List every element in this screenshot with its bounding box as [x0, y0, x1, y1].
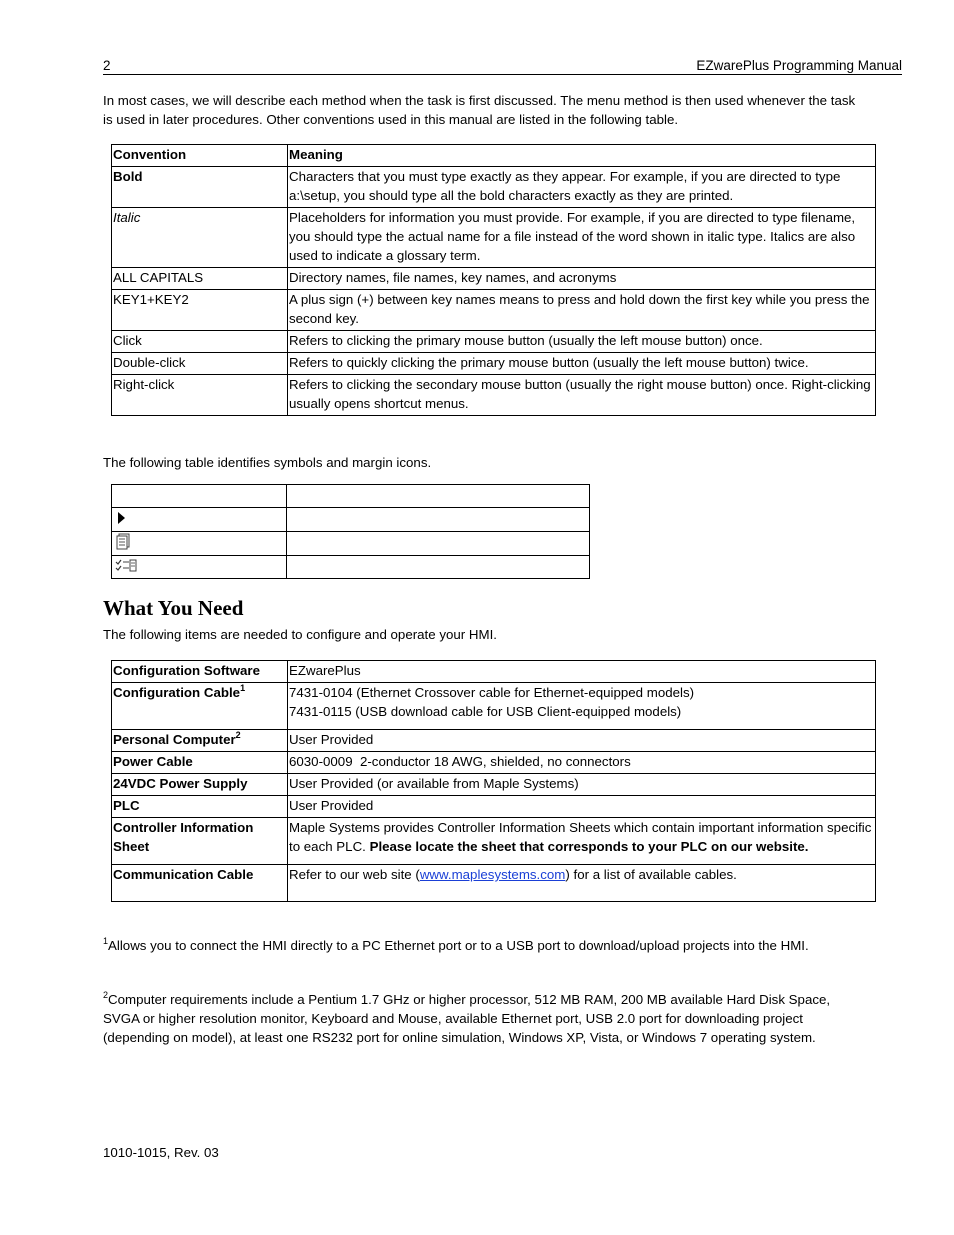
footnote-text: Allows you to connect the HMI directly to a PC Ethernet port or to a USB port to download/upload projects into the HMI.: [108, 938, 809, 953]
intro-paragraph: In most cases, we will describe each method when the task is first discussed. The menu method is then used whenever the task is used in later procedures. Other conventions used in this manual are listed in the following table.: [103, 93, 856, 127]
item-cell: Power Cable: [112, 752, 288, 774]
checklist-icon: [115, 557, 137, 573]
description-cell: [287, 485, 590, 508]
convention-cell: ALL CAPITALS: [112, 268, 288, 290]
item-label: Configuration Cable: [113, 685, 241, 700]
convention-cell: Click: [112, 331, 288, 353]
symbols-intro: The following table identifies symbols and margin icons.: [103, 455, 432, 470]
header-rule: [103, 74, 902, 75]
requirements-table: [111, 660, 876, 902]
document-number: 1010-1015, Rev. 03: [103, 1145, 219, 1160]
table-row: [112, 865, 876, 902]
item-cell: [112, 730, 288, 752]
table-row: [112, 508, 590, 532]
table-row: [112, 353, 876, 375]
description-cell: [287, 556, 590, 579]
convention-cell: Italic: [112, 208, 288, 268]
meaning-cell: A plus sign (+) between key names means to press and hold down the first key while you press the second key.: [288, 290, 876, 331]
manual-title: EZwarePlus Programming Manual: [696, 58, 902, 73]
table-row: [112, 683, 876, 730]
value-cell: EZwarePlus: [288, 661, 876, 683]
table-row: [112, 818, 876, 865]
footnote-mark: 1: [103, 936, 109, 946]
section-title: What You Need: [103, 596, 244, 620]
footnote-1: [103, 936, 843, 955]
value-text: Refer to our web site (: [289, 867, 420, 882]
table-row: [112, 730, 876, 752]
description-cell: [287, 532, 590, 556]
table-row: [112, 290, 876, 331]
symbols-table: [111, 484, 590, 579]
symbol-cell: [112, 485, 287, 508]
table-row: [112, 208, 876, 268]
value-text: Maple Systems provides Controller Information Sheets which contain important information specific to each PLC.: [289, 820, 872, 854]
table-row: [112, 375, 876, 416]
value-cell: [288, 683, 876, 730]
table-row: [112, 556, 590, 579]
convention-cell: KEY1+KEY2: [112, 290, 288, 331]
footnote-ref: 1: [240, 683, 246, 693]
convention-cell: Right-click: [112, 375, 288, 416]
table-row: [112, 485, 590, 508]
item-cell: [112, 683, 288, 730]
footnote-2: [103, 990, 838, 1047]
triangle-right-icon: [115, 510, 127, 526]
description-cell: [287, 508, 590, 532]
section-intro: The following items are needed to configure and operate your HMI.: [103, 627, 497, 642]
conventions-header-row: [112, 145, 876, 167]
table-row: [112, 532, 590, 556]
notepad-icon: [115, 533, 131, 550]
column-header-meaning: Meaning: [288, 145, 876, 167]
table-row: [112, 796, 876, 818]
value-cell: [288, 818, 876, 865]
footnote-mark: 2: [103, 990, 109, 1000]
item-cell: 24VDC Power Supply: [112, 774, 288, 796]
value-cell: [288, 865, 876, 902]
value-cell: 6030-0009 2-conductor 18 AWG, shielded, no connectors: [288, 752, 876, 774]
column-header-convention: Convention: [112, 145, 288, 167]
item-cell: Controller Information Sheet: [112, 818, 288, 865]
value-text: ) for a list of available cables.: [565, 867, 737, 882]
meaning-cell: Refers to quickly clicking the primary mouse button (usually the left mouse button) twice.: [288, 353, 876, 375]
symbol-cell: [112, 532, 287, 556]
item-cell: Communication Cable: [112, 865, 288, 902]
convention-cell: Double-click: [112, 353, 288, 375]
meaning-cell: Directory names, file names, key names, and acronyms: [288, 268, 876, 290]
table-row: [112, 661, 876, 683]
meaning-cell: Refers to clicking the secondary mouse button (usually the right mouse button) once. Right-clicking usually opens shortcut menus.: [288, 375, 876, 416]
footnote-ref: 2: [235, 730, 241, 740]
value-line: 7431-0104 (Ethernet Crossover cable for Ethernet-equipped models): [289, 685, 695, 700]
value-line: 7431-0115 (USB download cable for USB Client-equipped models): [289, 704, 682, 719]
table-row: [112, 752, 876, 774]
value-cell: User Provided: [288, 730, 876, 752]
table-row: [112, 167, 876, 208]
table-row: [112, 331, 876, 353]
value-text-bold: Please locate the sheet that corresponds to your PLC on our website.: [369, 839, 809, 854]
table-row: [112, 774, 876, 796]
footnote-text: Computer requirements include a Pentium 1.7 GHz or higher processor, 512 MB RAM, 200 MB available Hard Disk Space, SVGA or higher resolution monitor, Keyboard and Mouse, available Ethernet port, USB 2.0 port for downloading project (depending on model), at least one RS232 port for online simulation, Windows XP, Vista, or Windows 7 operating system.: [103, 992, 831, 1045]
page-number: 2: [103, 58, 111, 73]
conventions-table: [111, 144, 876, 416]
website-link[interactable]: www.maplesystems.com: [419, 867, 566, 882]
convention-cell: Bold: [112, 167, 288, 208]
item-cell: PLC: [112, 796, 288, 818]
value-cell: User Provided (or available from Maple Systems): [288, 774, 876, 796]
meaning-cell: Refers to clicking the primary mouse button (usually the left mouse button) once.: [288, 331, 876, 353]
item-cell: Configuration Software: [112, 661, 288, 683]
item-label: Personal Computer: [113, 732, 236, 747]
symbol-cell: [112, 508, 287, 532]
meaning-cell: Placeholders for information you must provide. For example, if you are directed to type filename, you should type the actual name for a file instead of the word shown in italic type. Italics are also used to indicate a glossary term.: [288, 208, 876, 268]
symbol-cell: [112, 556, 287, 579]
table-row: [112, 268, 876, 290]
meaning-cell: Characters that you must type exactly as they appear. For example, if you are directed to type a:\setup, you should type all the bold characters exactly as they are printed.: [288, 167, 876, 208]
value-cell: User Provided: [288, 796, 876, 818]
